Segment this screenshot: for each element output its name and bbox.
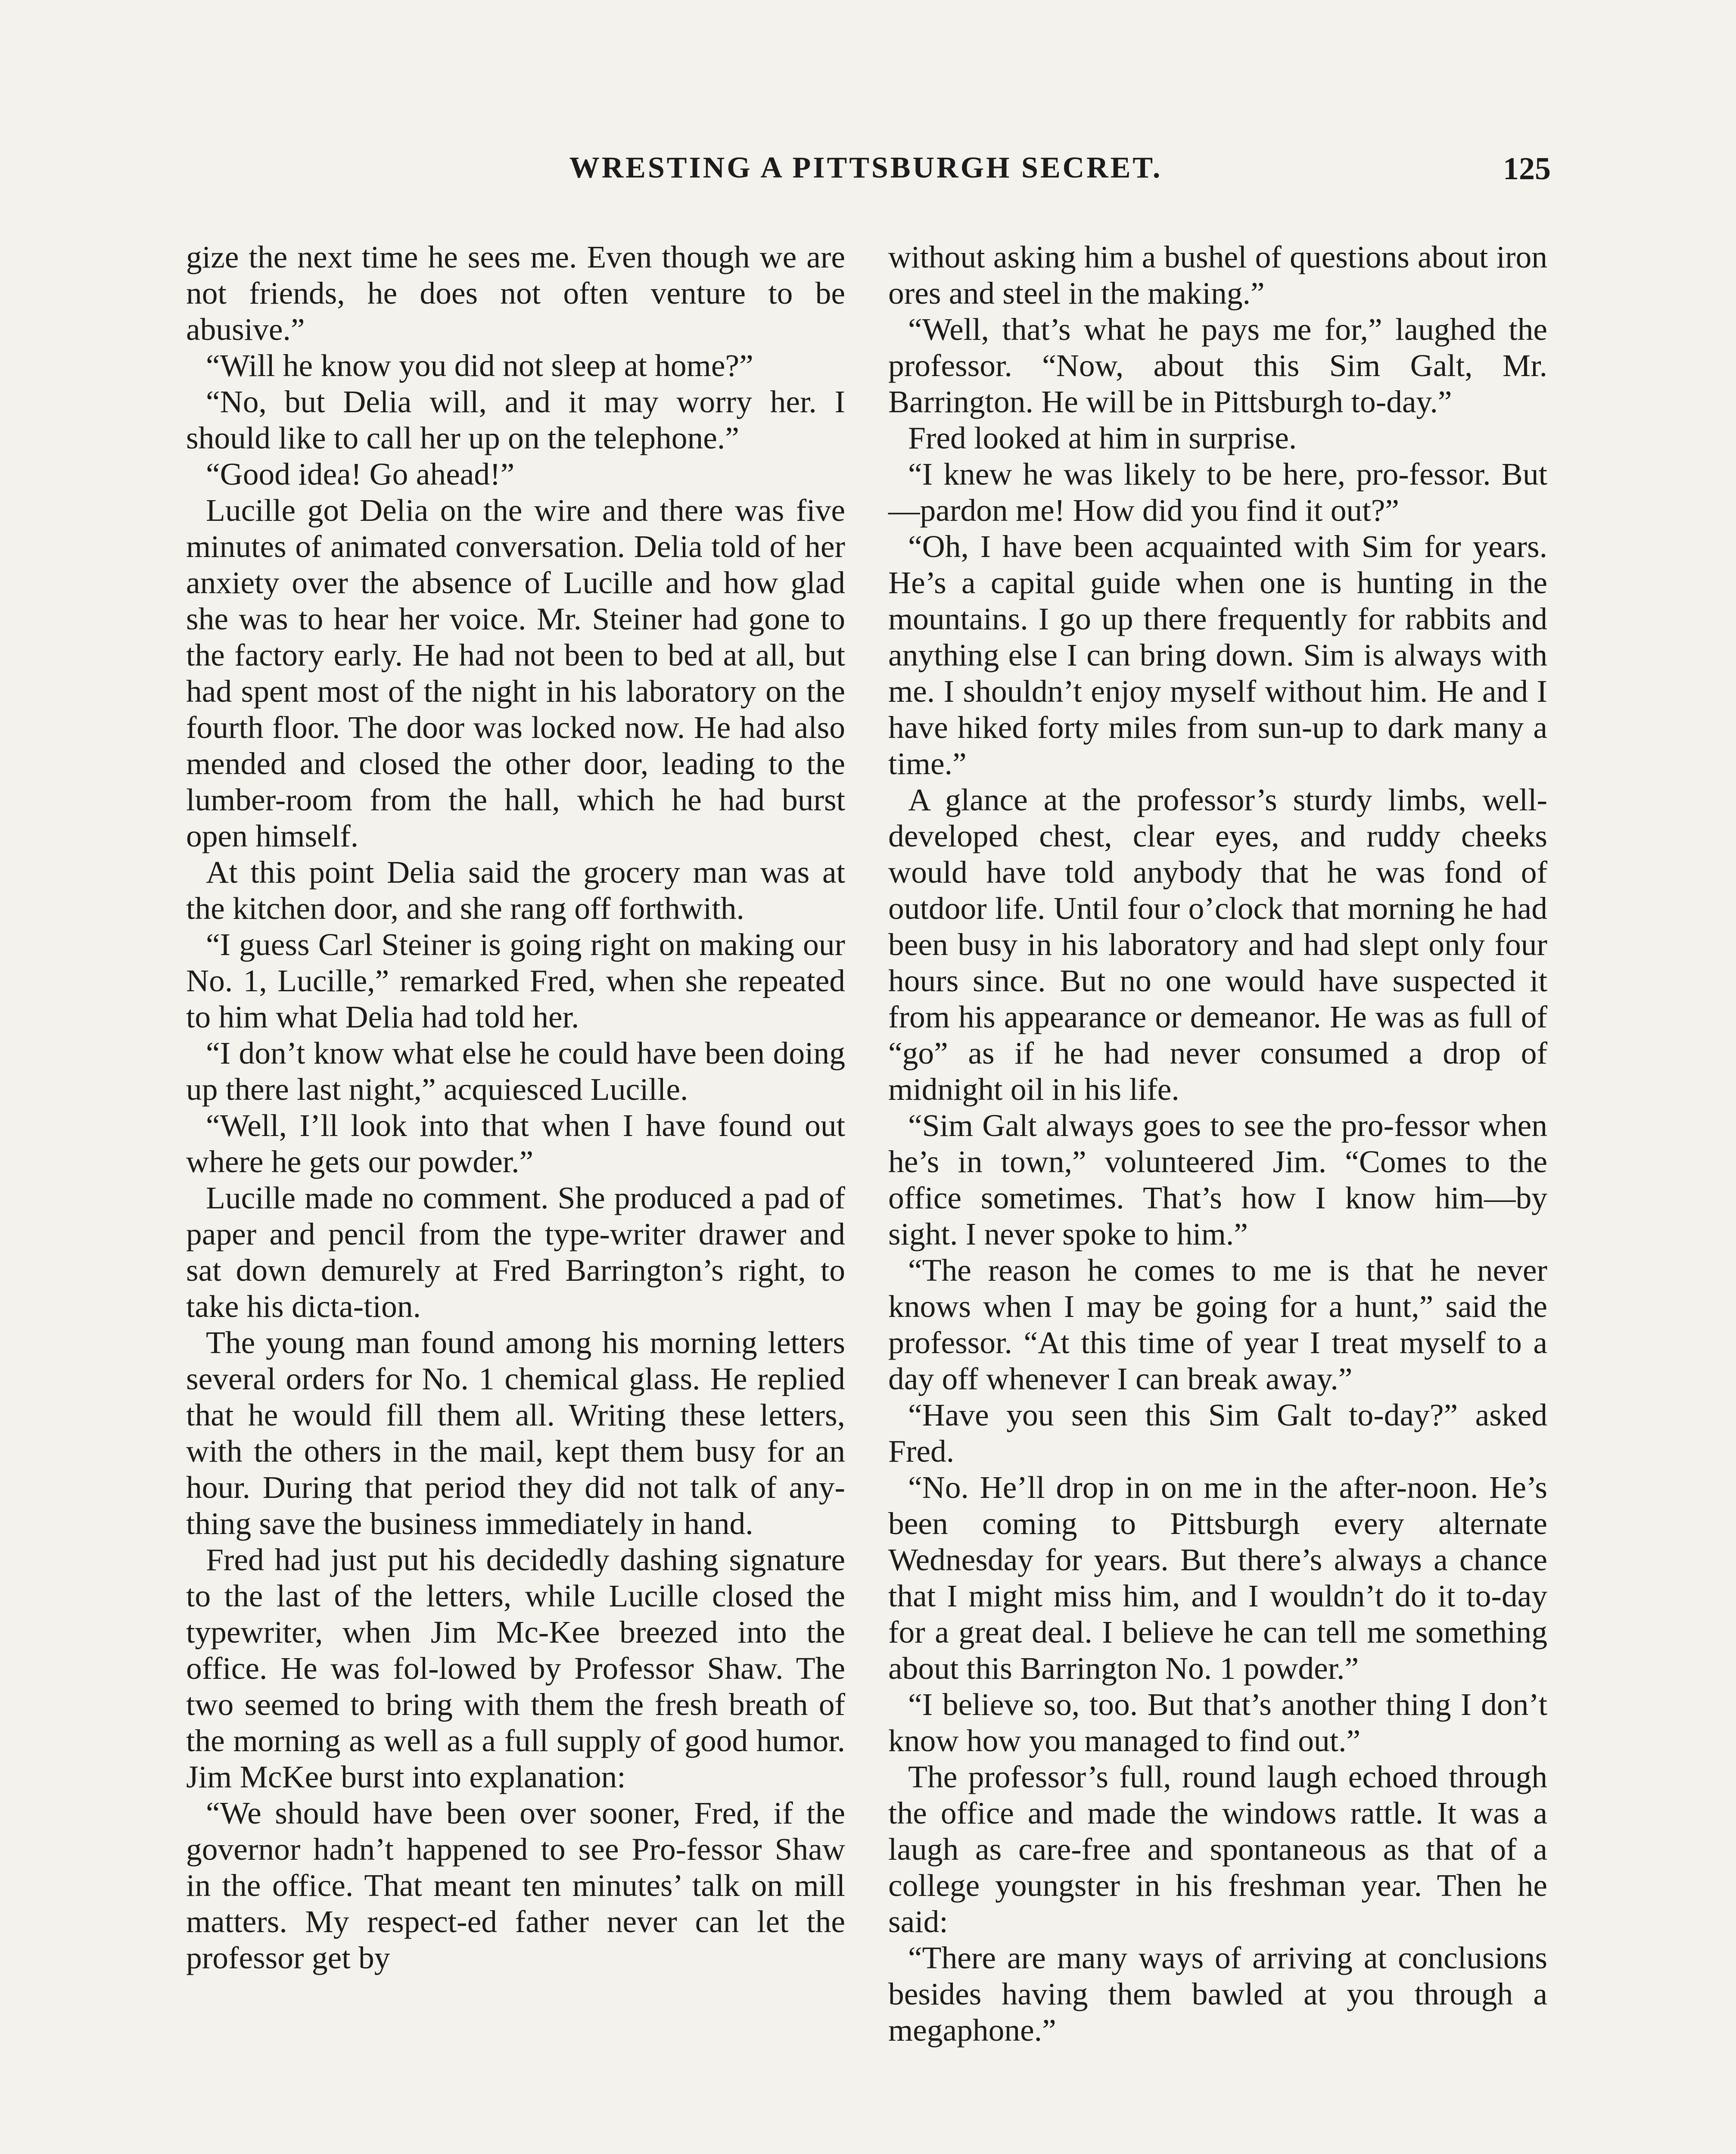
page-number: 125: [1503, 151, 1551, 187]
paragraph: The young man found among his morning letters several orders for No. 1 chemical glass. He replied that he would fill them all. Writing these letters, with the others in the mail, kept them busy for an hour. During that period they did not talk of any-thing save the business immediately in hand.: [186, 1325, 845, 1541]
paragraph: “I don’t know what else he could have been doing up there last night,” acquiesced Lucille.: [186, 1036, 845, 1107]
paragraph: Lucille got Delia on the wire and there was five minutes of animated conversation. Delia told of her anxiety over the absence of Lucille and how glad she was to hear her voice. Mr. Steiner had gone to the factory early. He had not been to bed at all, but had spent most of the night in his laboratory on the fourth floor. The door was locked now. He had also mended and closed the other door, leading to the lumber-room from the hall, which he had burst open himself.: [186, 493, 845, 853]
paragraph: A glance at the professor’s sturdy limbs, well-developed chest, clear eyes, and ruddy cheeks would have told anybody that he was fond of outdoor life. Until four o’clock that morning he had been busy in his laboratory and had slept only four hours since. But no one would have suspected it from his appearance or demeanor. He was as full of “go” as if he had never consumed a drop of midnight oil in his life.: [888, 782, 1547, 1107]
paragraph: “Sim Galt always goes to see the pro-fessor when he’s in town,” volunteered Jim. “Comes to the office sometimes. That’s how I know him—by sight. I never spoke to him.”: [888, 1108, 1547, 1251]
paragraph: “Well, that’s what he pays me for,” laughed the professor. “Now, about this Sim Galt, Mr. Barrington. He will be in Pittsburgh to-day.”: [888, 312, 1547, 419]
paragraph: “I guess Carl Steiner is going right on making our No. 1, Lucille,” remarked Fred, when she repeated to him what Delia had told her.: [186, 927, 845, 1034]
paragraph: “We should have been over sooner, Fred, if the governor hadn’t happened to see Pro-fessor Shaw in the office. That meant ten minutes’ talk on mill matters. My respect-ed father never can let the professor get by: [186, 1796, 845, 1975]
running-head: WRESTING A PITTSBURGH SECRET.: [569, 151, 1163, 184]
paragraph: without asking him a bushel of questions about iron ores and steel in the making.”: [888, 240, 1547, 311]
paragraph: “Oh, I have been acquainted with Sim for years. He’s a capital guide when one is hunting in the mountains. I go up there frequently for rabbits and anything else I can bring down. Sim is always with me. I shouldn’t enjoy myself without him. He and I have hiked forty miles from sun-up to dark many a time.”: [888, 529, 1547, 781]
paragraph: “I knew he was likely to be here, pro-fessor. But—pardon me! How did you find it out?”: [888, 457, 1547, 528]
page-header: [181, 151, 1551, 202]
paragraph: The professor’s full, round laugh echoed through the office and made the windows rattle. It was a laugh as care-free and spontaneous as that of a college youngster in his freshman year. Then he said:: [888, 1759, 1547, 1939]
paragraph: “Good idea! Go ahead!”: [206, 457, 515, 492]
paragraph: At this point Delia said the grocery man was at the kitchen door, and she rang off forthwith.: [186, 855, 845, 926]
paragraph: “Well, I’ll look into that when I have found out where he gets our powder.”: [186, 1108, 845, 1179]
paragraph: gize the next time he sees me. Even though we are not friends, he does not often venture to be abusive.”: [186, 240, 845, 347]
paragraph: “There are many ways of arriving at conclusions besides having them bawled at you through a megaphone.”: [888, 1940, 1547, 2048]
paragraph: Fred looked at him in surprise.: [908, 420, 1297, 455]
paragraph: Fred had just put his decidedly dashing signature to the last of the letters, while Lucille closed the typewriter, when Jim Mc-Kee breezed into the office. He was fol-lowed by Professor Shaw. The two seemed to bring with them the fresh breath of the morning as well as a full supply of good humor. Jim McKee burst into explanation:: [186, 1542, 845, 1794]
paragraph: “No, but Delia will, and it may worry her. I should like to call her up on the telephone.”: [186, 384, 845, 455]
text-column-right: [888, 239, 1547, 2048]
paragraph: “I believe so, too. But that’s another thing I don’t know how you managed to find out.”: [888, 1687, 1547, 1758]
paragraph: “Have you seen this Sim Galt to-day?” asked Fred.: [888, 1398, 1547, 1469]
paragraph: “No. He’ll drop in on me in the after-noon. He’s been coming to Pittsburgh every alternate Wednesday for years. But there’s always a chance that I might miss him, and I wouldn’t do it to-day for a great deal. I believe he can tell me something about this Barrington No. 1 powder.”: [888, 1470, 1547, 1686]
paragraph: Lucille made no comment. She produced a pad of paper and pencil from the type-writer drawer and sat down demurely at Fred Barrington’s right, to take his dicta-tion.: [186, 1180, 845, 1324]
paragraph: “The reason he comes to me is that he never knows when I may be going for a hunt,” said the professor. “At this time of year I treat myself to a day off whenever I can break away.”: [888, 1253, 1547, 1396]
paragraph: “Will he know you did not sleep at home?”: [206, 348, 753, 383]
text-column-left: [186, 239, 845, 1976]
